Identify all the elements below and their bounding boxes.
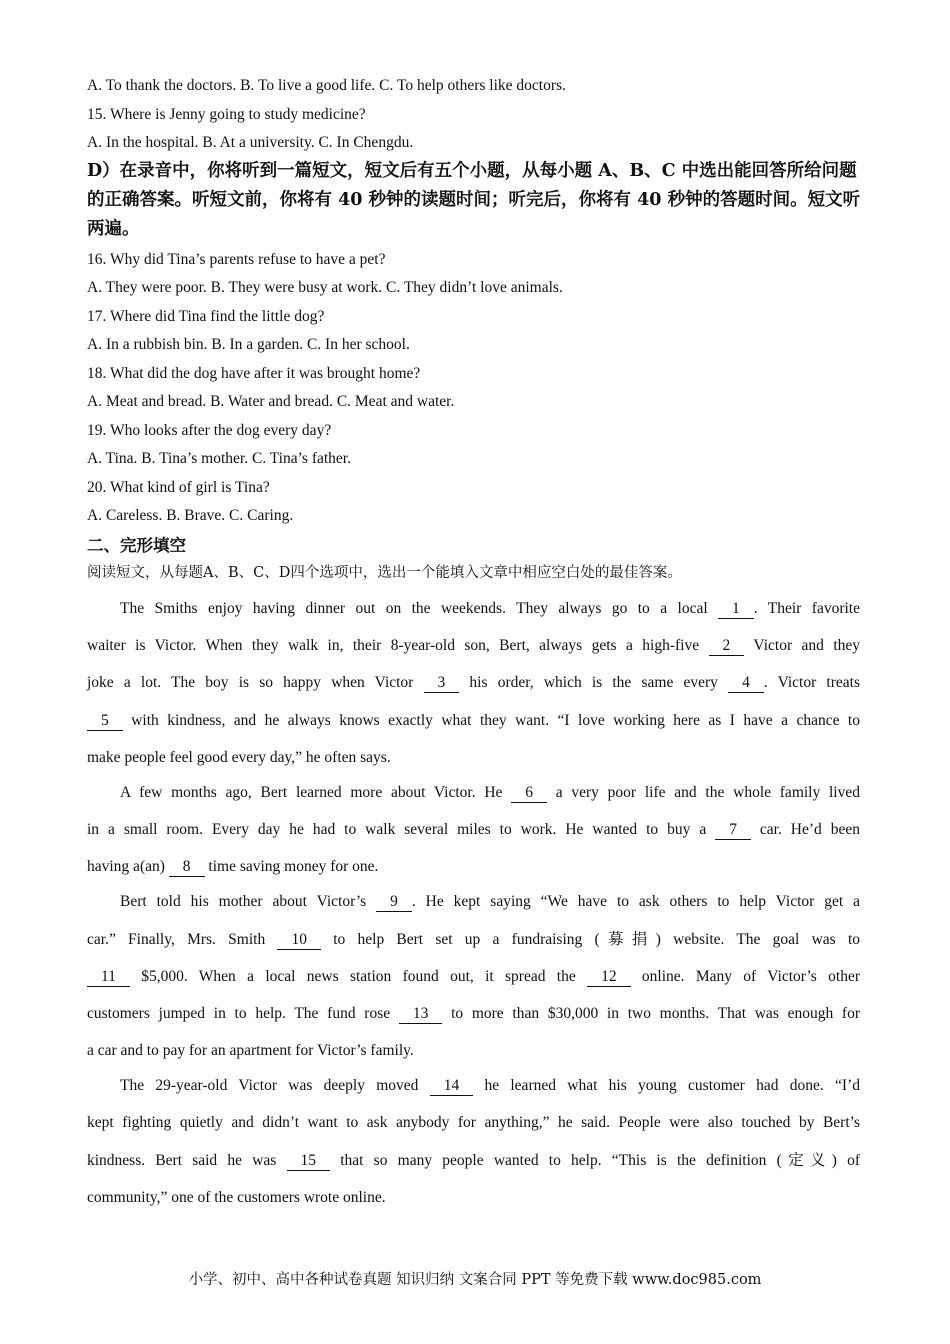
section-2-title: 二、完形填空 [87, 536, 186, 555]
passage-line: The 29-year-old Victor was deeply moved 14 he learned what his young customer had done. “I’d [120, 1077, 860, 1094]
q20-question: 20. What kind of girl is Tina? [87, 479, 270, 496]
q20-options: A. Careless. B. Brave. C. Caring. [87, 507, 294, 524]
blank-10: 10 [277, 931, 321, 950]
passage-line: a car and to pay for an apartment for Victor’s family. [87, 1042, 414, 1059]
blank-7: 7 [715, 821, 751, 840]
blank-4: 4 [728, 674, 764, 693]
blank-9: 9 [376, 893, 412, 912]
q17-options: A. In a rubbish bin. B. In a garden. C. In her school. [87, 336, 410, 353]
blank-3: 3 [424, 674, 460, 693]
passage-line: A few months ago, Bert learned more about Victor. He 6 a very poor life and the whole family lived [120, 784, 860, 801]
q18-question: 18. What did the dog have after it was brought home? [87, 365, 421, 382]
section-d-instructions: D）在录音中，你将听到一篇短文，短文后有五个小题，从每小题 A、B、C 中选出能回答所给问题的正确答案。听短文前，你将有 40 秒钟的读题时间；听完后，你将有 40 秒钟的答题时间。短文听两遍。 [87, 161, 861, 239]
q15-options: A. In the hospital. B. At a university. C. In Chengdu. [87, 134, 414, 151]
blank-8: 8 [169, 858, 205, 877]
passage-line: 5 with kindness, and he always knows exactly what they want. “I love working here as I have a chance to [87, 710, 860, 732]
blank-13: 13 [399, 1005, 443, 1024]
blank-15: 15 [287, 1152, 331, 1171]
page-footer: 小学、初中、高中各种试卷真题 知识归纳 文案合同 PPT 等免费下载 www.doc985.com [188, 1272, 762, 1288]
q19-question: 19. Who looks after the dog every day? [87, 422, 332, 439]
passage-line: 11 $5,000. When a local news station found out, it spread the 12 online. Many of Victor’s other [87, 966, 860, 988]
passage-line: customers jumped in to help. The fund rose 13 to more than $30,000 in two months. That was enough for [87, 1005, 860, 1022]
passage-line: make people feel good every day,” he often says. [87, 749, 391, 766]
blank-1: 1 [718, 600, 754, 619]
blank-6: 6 [511, 784, 547, 803]
blank-14: 14 [430, 1077, 474, 1096]
q16-question: 16. Why did Tina’s parents refuse to have a pet? [87, 251, 386, 268]
blank-12: 12 [587, 968, 631, 987]
passage-line: community,” one of the customers wrote online. [87, 1189, 386, 1206]
q15-question: 15. Where is Jenny going to study medicine? [87, 106, 366, 123]
passage-line: car.” Finally, Mrs. Smith 10 to help Bert set up a fundraising (募捐) website. The goal was to [87, 931, 861, 948]
passage-line: Bert told his mother about Victor’s 9 . He kept saying “We have to ask others to help Victor get a [120, 893, 860, 910]
section-2-instruction: 阅读短文，从每题A、B、C、D四个选项中，选出一个能填入文章中相应空白处的最佳答案。 [87, 565, 682, 581]
passage-line: joke a lot. The boy is so happy when Victor 3 his order, which is the same every 4 . Victor treats [87, 674, 860, 691]
q14-options: A. To thank the doctors. B. To live a good life. C. To help others like doctors. [87, 77, 566, 94]
q17-question: 17. Where did Tina find the little dog? [87, 308, 325, 325]
q16-options: A. They were poor. B. They were busy at work. C. They didn’t love animals. [87, 279, 563, 296]
q18-options: A. Meat and bread. B. Water and bread. C. Meat and water. [87, 393, 455, 410]
passage-line: waiter is Victor. When they walk in, their 8-year-old son, Bert, always gets a high-five 2 Victor and they [87, 637, 861, 654]
passage-line: The Smiths enjoy having dinner out on the weekends. They always go to a local 1 . Their favorite [120, 600, 860, 617]
q19-options: A. Tina. B. Tina’s mother. C. Tina’s father. [87, 450, 351, 467]
blank-2: 2 [709, 637, 745, 656]
passage-line: in a small room. Every day he had to walk several miles to work. He wanted to buy a 7 car. He’d been [87, 821, 860, 838]
passage-line: having a(an) 8 time saving money for one. [87, 858, 379, 875]
passage-line: kept fighting quietly and didn’t want to ask anybody for anything,” he said. People were also touched by Bert’s [87, 1114, 860, 1131]
blank-11: 11 [87, 968, 130, 987]
blank-5: 5 [87, 712, 123, 731]
passage-line: kindness. Bert said he was 15 that so many people wanted to help. “This is the definition (定义) of [87, 1152, 860, 1169]
